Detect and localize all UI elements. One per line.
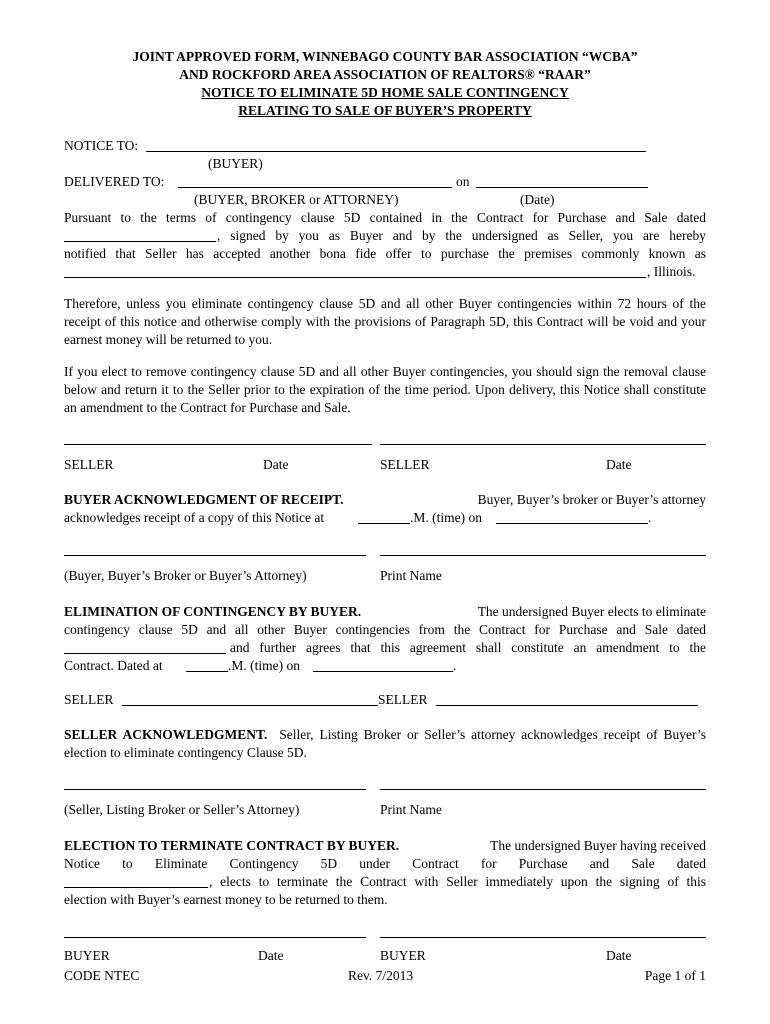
termination-line-4 (64, 891, 706, 909)
termination-text-3: , elects to terminate the Contract with Seller immediately upon the signing of this (209, 874, 706, 889)
p1-line-2 (64, 227, 706, 245)
elimination-heading: ELIMINATION OF CONTINGENCY BY BUYER. (64, 604, 362, 619)
termination-buyer-label-1: BUYER (64, 948, 110, 963)
delivered-caption-row (64, 191, 706, 209)
termination-line-3 (64, 873, 706, 891)
seller-signature-lines (64, 442, 706, 456)
seller-ack-print-name-line[interactable] (380, 789, 706, 790)
notice-to-field[interactable] (146, 151, 646, 152)
buyer-ack-date-field[interactable] (496, 523, 648, 524)
buyer-ack-time-field[interactable] (358, 523, 410, 524)
buyer-ack-line-1 (64, 491, 706, 509)
seller-signature-labels (64, 456, 706, 474)
notice-to-row (64, 137, 706, 155)
delivered-caption: (BUYER, BROKER or ATTORNEY) (194, 192, 399, 207)
buyer-ack-print-name-line[interactable] (380, 555, 706, 556)
p1-line-1 (64, 209, 706, 227)
elimination-text-4a: Contract. Dated at (64, 658, 163, 673)
delivered-to-field[interactable] (178, 187, 452, 188)
buyer-ack-signature-lines (64, 553, 706, 567)
termination-line-2 (64, 855, 706, 873)
termination-buyer-line-1[interactable] (64, 937, 366, 938)
elimination-seller-row (64, 691, 706, 709)
termination-date-field[interactable] (64, 887, 208, 888)
notice-to-label: NOTICE TO: (64, 138, 139, 153)
seller-ack-signature-line[interactable] (64, 789, 366, 790)
form-page (64, 48, 706, 985)
elimination-seller-label-1: SELLER (64, 692, 114, 707)
elimination-date-field[interactable] (64, 653, 226, 654)
title-line-2: AND ROCKFORD AREA ASSOCIATION OF REALTORS® “RAAR” (179, 67, 591, 82)
paragraph-2: Therefore, unless you eliminate contingency clause 5D and all other Buyer contingencies within 72 hours of the receipt of this notice and otherwise comply with the provisions of Paragraph 5D, this Contract will be void and your earnest money will be returned to you. (64, 296, 706, 347)
elimination-text-1: The undersigned Buyer elects to eliminate (477, 604, 706, 619)
elimination-text-4c: . (453, 658, 457, 673)
seller-label-2: SELLER (380, 457, 430, 472)
buyer-ack-text-2c: . (648, 510, 652, 525)
elimination-dated-on-field[interactable] (313, 671, 453, 672)
termination-text-4: election with Buyer’s earnest money to be returned to them. (64, 892, 388, 907)
premises-address-field[interactable] (64, 277, 646, 278)
footer-page-number: Page 1 of 1 (644, 968, 706, 983)
delivered-to-label: DELIVERED TO: (64, 174, 165, 189)
footer-code: CODE NTEC (64, 968, 140, 983)
seller-label-1: SELLER (64, 457, 114, 472)
buyer-ack-heading: BUYER ACKNOWLEDGMENT OF RECEIPT. (64, 492, 344, 507)
seller-ack-captions (64, 801, 706, 819)
termination-buyer-line-2[interactable] (380, 937, 706, 938)
p1-line-3 (64, 245, 706, 263)
buyer-ack-text-2a: acknowledges receipt of a copy of this Notice at (64, 510, 325, 525)
footer-revision: Rev. 7/2013 (348, 968, 414, 983)
termination-heading: ELECTION TO TERMINATE CONTRACT BY BUYER. (64, 838, 400, 853)
seller-ack-signature-lines (64, 787, 706, 801)
elimination-text-3: and further agrees that this agreement shall constitute an amendment to the (230, 640, 706, 655)
seller-ack-text: Seller, Listing Broker or Seller’s attorney acknowledges receipt of Buyer’s election to eliminate contingency Clause 5D. (64, 727, 706, 760)
on-label: on (456, 174, 470, 189)
elimination-line-3 (64, 639, 706, 657)
termination-text-1: The undersigned Buyer having received (490, 838, 706, 853)
termination-text-2: Notice to Eliminate Contingency 5D under Contract for Purchase and Sale dated (64, 856, 706, 871)
seller-signature-line-2[interactable] (380, 444, 706, 445)
termination-line-1 (64, 837, 706, 855)
form-title (64, 48, 706, 120)
termination-date-label-1: Date (258, 948, 284, 963)
p1-line-1-text: Pursuant to the terms of contingency clause 5D contained in the Contract for Purchase and Sale dated (64, 210, 706, 225)
seller-ack-heading: SELLER ACKNOWLEDGMENT. (64, 727, 268, 742)
buyer-ack-line-2 (64, 509, 706, 527)
buyer-ack-caption-right: Print Name (380, 568, 442, 583)
seller-ack-caption-left: (Seller, Listing Broker or Seller’s Attorney) (64, 802, 300, 817)
elimination-seller-line-2[interactable] (436, 705, 698, 706)
title-line-3: NOTICE TO ELIMINATE 5D HOME SALE CONTINGENCY (201, 85, 569, 100)
seller-ack-caption-right: Print Name (380, 802, 442, 817)
buyer-caption: (BUYER) (208, 156, 263, 171)
buyer-ack-text-2b: .M. (time) on (410, 510, 482, 525)
p1-line-4 (64, 263, 706, 281)
termination-date-label-2: Date (606, 948, 632, 963)
elimination-text-2: contingency clause 5D and all other Buyer contingencies from the Contract for Purchase and Sale dated (64, 622, 706, 637)
title-line-1: JOINT APPROVED FORM, WINNEBAGO COUNTY BAR ASSOCIATION “WCBA” (132, 49, 638, 64)
date-label-1: Date (263, 457, 289, 472)
buyer-ack-signature-line[interactable] (64, 555, 366, 556)
seller-signature-line-1[interactable] (64, 444, 372, 445)
termination-signature-labels (64, 947, 706, 965)
elimination-line-2 (64, 621, 706, 639)
buyer-ack-captions (64, 567, 706, 585)
elimination-seller-label-2: SELLER (378, 692, 428, 707)
seller-ack-paragraph (64, 726, 706, 762)
p1-line-2-text: , signed by you as Buyer and by the undersigned as Seller, you are hereby (217, 228, 706, 243)
termination-signature-lines (64, 935, 706, 947)
p1-line-4-text: , Illinois. (647, 264, 696, 279)
paragraph-3: If you elect to remove contingency clause 5D and all other Buyer contingencies, you should sign the removal clause below and return it to the Seller prior to the expiration of the time period. Upon delivery, this Notice shall constitute an amendment to the Contract for Purchase and Sale. (64, 364, 706, 415)
date-caption: (Date) (520, 192, 555, 207)
p1-line-3-text: notified that Seller has accepted another bona fide offer to purchase the premises commonly known as (64, 246, 706, 261)
delivered-date-field[interactable] (476, 187, 648, 188)
buyer-ack-text-1: Buyer, Buyer’s broker or Buyer’s attorney (477, 492, 706, 507)
elimination-line-4 (64, 657, 706, 675)
elimination-line-1 (64, 603, 706, 621)
footer (64, 967, 706, 985)
date-label-2: Date (606, 457, 632, 472)
elimination-text-4b: .M. (time) on (228, 658, 300, 673)
delivered-to-row (64, 173, 706, 191)
title-line-4: RELATING TO SALE OF BUYER’S PROPERTY (238, 103, 532, 118)
buyer-caption-row (64, 155, 706, 173)
termination-buyer-label-2: BUYER (380, 948, 426, 963)
contract-date-field[interactable] (64, 241, 216, 242)
buyer-ack-caption-left: (Buyer, Buyer’s Broker or Buyer’s Attorney) (64, 568, 307, 583)
elimination-time-field[interactable] (186, 671, 228, 672)
elimination-seller-line-1[interactable] (122, 705, 378, 706)
